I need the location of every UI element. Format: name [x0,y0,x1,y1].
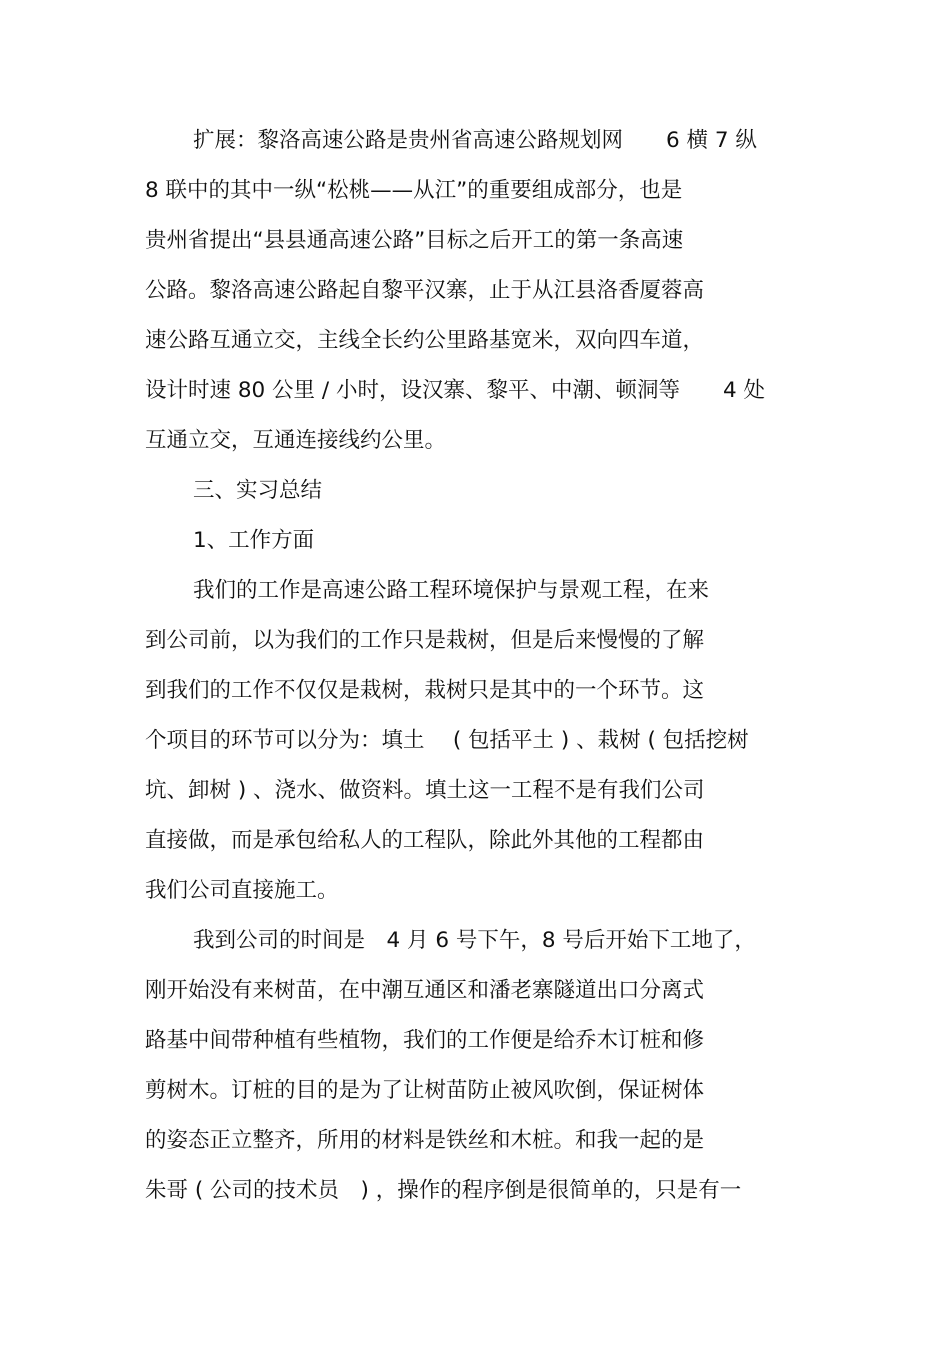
text-line: 我们公司直接施工。 [145,878,339,903]
text-line: 到我们的工作不仅仅是栽树，栽树只是其中的一个环节。这 [145,678,705,703]
text-line: 速公路互通立交，主线全长约公里路基宽米，双向四车道， [145,328,705,353]
subsection-heading: 1、工作方面 [193,528,315,553]
text-line: 我们的工作是高速公路工程环境保护与景观工程，在来 [193,578,710,603]
text-line: 互通立交，互通连接线约公里。 [145,428,447,453]
text-line: 朱哥 ( 公司的技术员 ) ，操作的程序倒是很简单的，只是有一 [145,1178,742,1203]
text-line: 到公司前，以为我们的工作只是栽树，但是后来慢慢的了解 [145,628,705,653]
text-line: 路基中间带种植有些植物，我们的工作便是给乔木订桩和修 [145,1028,705,1053]
text-line: 扩展：黎洛高速公路是贵州省高速公路规划网 6 横 7 纵 [193,128,757,153]
text-line: 坑、卸树 ) 、浇水、做资料。填土这一工程不是有我们公司 [145,778,705,803]
text-line: 8 联中的其中一纵“松桃——从江”的重要组成部分，也是 [145,178,683,203]
text-line: 公路。黎洛高速公路起自黎平汉寨，止于从江县洛香厦蓉高 [145,278,705,303]
text-line: 我到公司的时间是 4 月 6 号下午，8 号后开始下工地了， [193,928,756,953]
text-line: 设计时速 80 公里 / 小时，设汉寨、黎平、中潮、顿洞等 4 处 [145,378,765,403]
text-line: 剪树木。订桩的目的是为了让树苗防止被风吹倒，保证树体 [145,1078,705,1103]
text-line: 的姿态正立整齐，所用的材料是铁丝和木桩。和我一起的是 [145,1128,705,1153]
section-heading: 三、实习总结 [193,478,323,503]
text-line: 个项目的环节可以分为：填土 ( 包括平土 ) 、栽树 ( 包括挖树 [145,728,749,753]
text-line: 刚开始没有来树苗，在中潮互通区和潘老寨隧道出口分离式 [145,978,705,1003]
text-line: 贵州省提出“县县通高速公路”目标之后开工的第一条高速 [145,228,684,253]
text-line: 直接做，而是承包给私人的工程队，除此外其他的工程都由 [145,828,705,853]
